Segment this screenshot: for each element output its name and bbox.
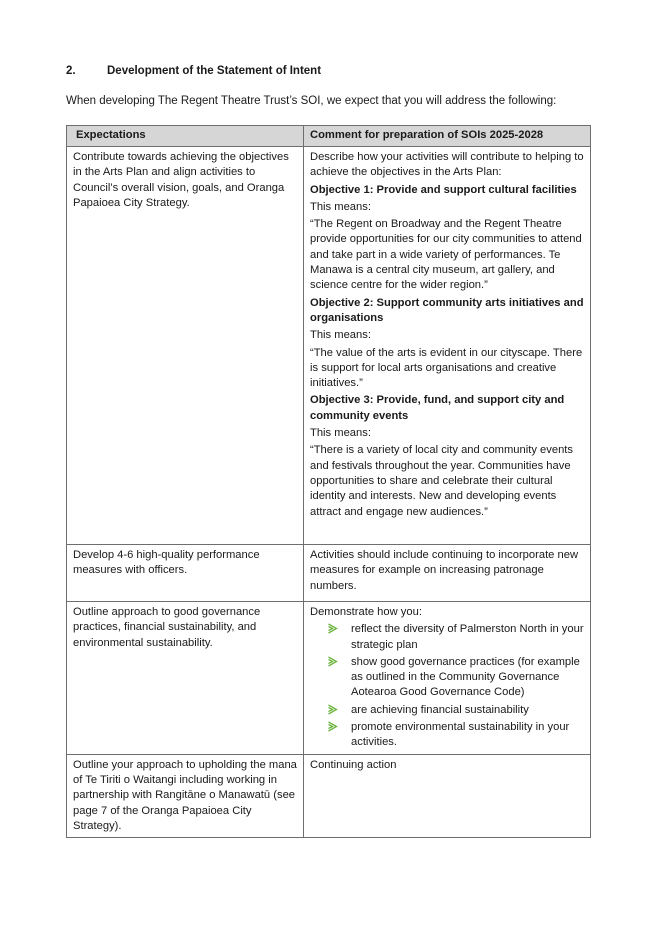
green-chevron-arrow-icon — [310, 703, 351, 718]
bullet-text: promote environmental sustainability in your activities. — [351, 721, 570, 749]
section-heading — [66, 65, 321, 77]
list-item — [310, 703, 584, 718]
table-row — [67, 147, 591, 545]
section-title: Development of the Statement of Intent — [107, 65, 322, 77]
list-item — [310, 720, 584, 751]
objective-quote: “The value of the arts is evident in our cityscape. There is support for local arts organisations and creative initiatives.” — [310, 346, 583, 390]
bullet-text: show good governance practices (for example as outlined in the Community Governance Aotearoa Good Governance Code) — [351, 655, 580, 699]
objective-title: Objective 1: Provide and support cultural facilities — [310, 183, 577, 196]
table-row — [67, 545, 591, 602]
green-chevron-arrow-icon — [310, 720, 351, 751]
column-header-comment: Comment for preparation of SOIs 2025-2028 — [304, 126, 591, 147]
objective-quote: “There is a variety of local city and community events and festivals throughout the year. Communities have opportunities to share and celebrate their cultural identity and interests. New and developing events attract and engage new audiences.” — [310, 444, 574, 518]
objective-title: Objective 3: Provide, fund, and support city and community events — [310, 394, 565, 422]
objective-means-label: This means: — [310, 200, 371, 213]
table-row — [67, 754, 591, 837]
objective-title: Objective 2: Support community arts initiatives and organisations — [310, 296, 584, 324]
green-chevron-arrow-icon — [310, 655, 351, 701]
comment-intro: Describe how your activities will contribute to helping to achieve the objectives in the Arts Plan: — [310, 151, 584, 179]
comment-cell — [304, 602, 591, 755]
table-row — [67, 602, 591, 755]
bullet-text: are achieving financial sustainability — [351, 703, 529, 716]
comment-cell: Activities should include continuing to incorporate new measures for example on increasing patronage numbers. — [304, 545, 591, 602]
bullet-text: reflect the diversity of Palmerston North in your strategic plan — [351, 623, 584, 651]
section-number: 2. — [66, 65, 76, 77]
comment-cell — [304, 147, 591, 545]
objective-quote: “The Regent on Broadway and the Regent Theatre provide opportunities for our city communities to attend and take part in a wide variety of performances. Te Manawa is a central city museum, art gallery, and science centre for the wider region.” — [310, 218, 582, 292]
comment-intro: Demonstrate how you: — [310, 606, 422, 618]
intro-paragraph: When developing The Regent Theatre Trust’s SOI, we expect that you will address the following: — [66, 95, 557, 107]
objective-means-label: This means: — [310, 427, 371, 440]
expectation-cell: Contribute towards achieving the objectives in the Arts Plan and align activities to Council’s overall vision, goals, and Oranga Papaioea City Strategy. — [67, 147, 304, 545]
bullet-list — [310, 622, 584, 750]
list-item — [310, 655, 584, 701]
objective-means-label: This means: — [310, 329, 371, 342]
comment-cell: Continuing action — [304, 754, 591, 837]
table-header-row — [67, 126, 591, 147]
expectations-table — [66, 125, 591, 838]
expectation-cell: Outline your approach to upholding the mana of Te Tiriti o Waitangi including working in partnership with Rangitāne o Manawatū (see page 7 of the Oranga Papaioea City Strategy). — [67, 754, 304, 837]
list-item — [310, 622, 584, 653]
column-header-expectations: Expectations — [67, 126, 304, 147]
expectation-cell: Outline approach to good governance practices, financial sustainability, and environmental sustainability. — [67, 602, 304, 755]
green-chevron-arrow-icon — [310, 622, 351, 653]
expectation-cell: Develop 4-6 high-quality performance measures with officers. — [67, 545, 304, 602]
